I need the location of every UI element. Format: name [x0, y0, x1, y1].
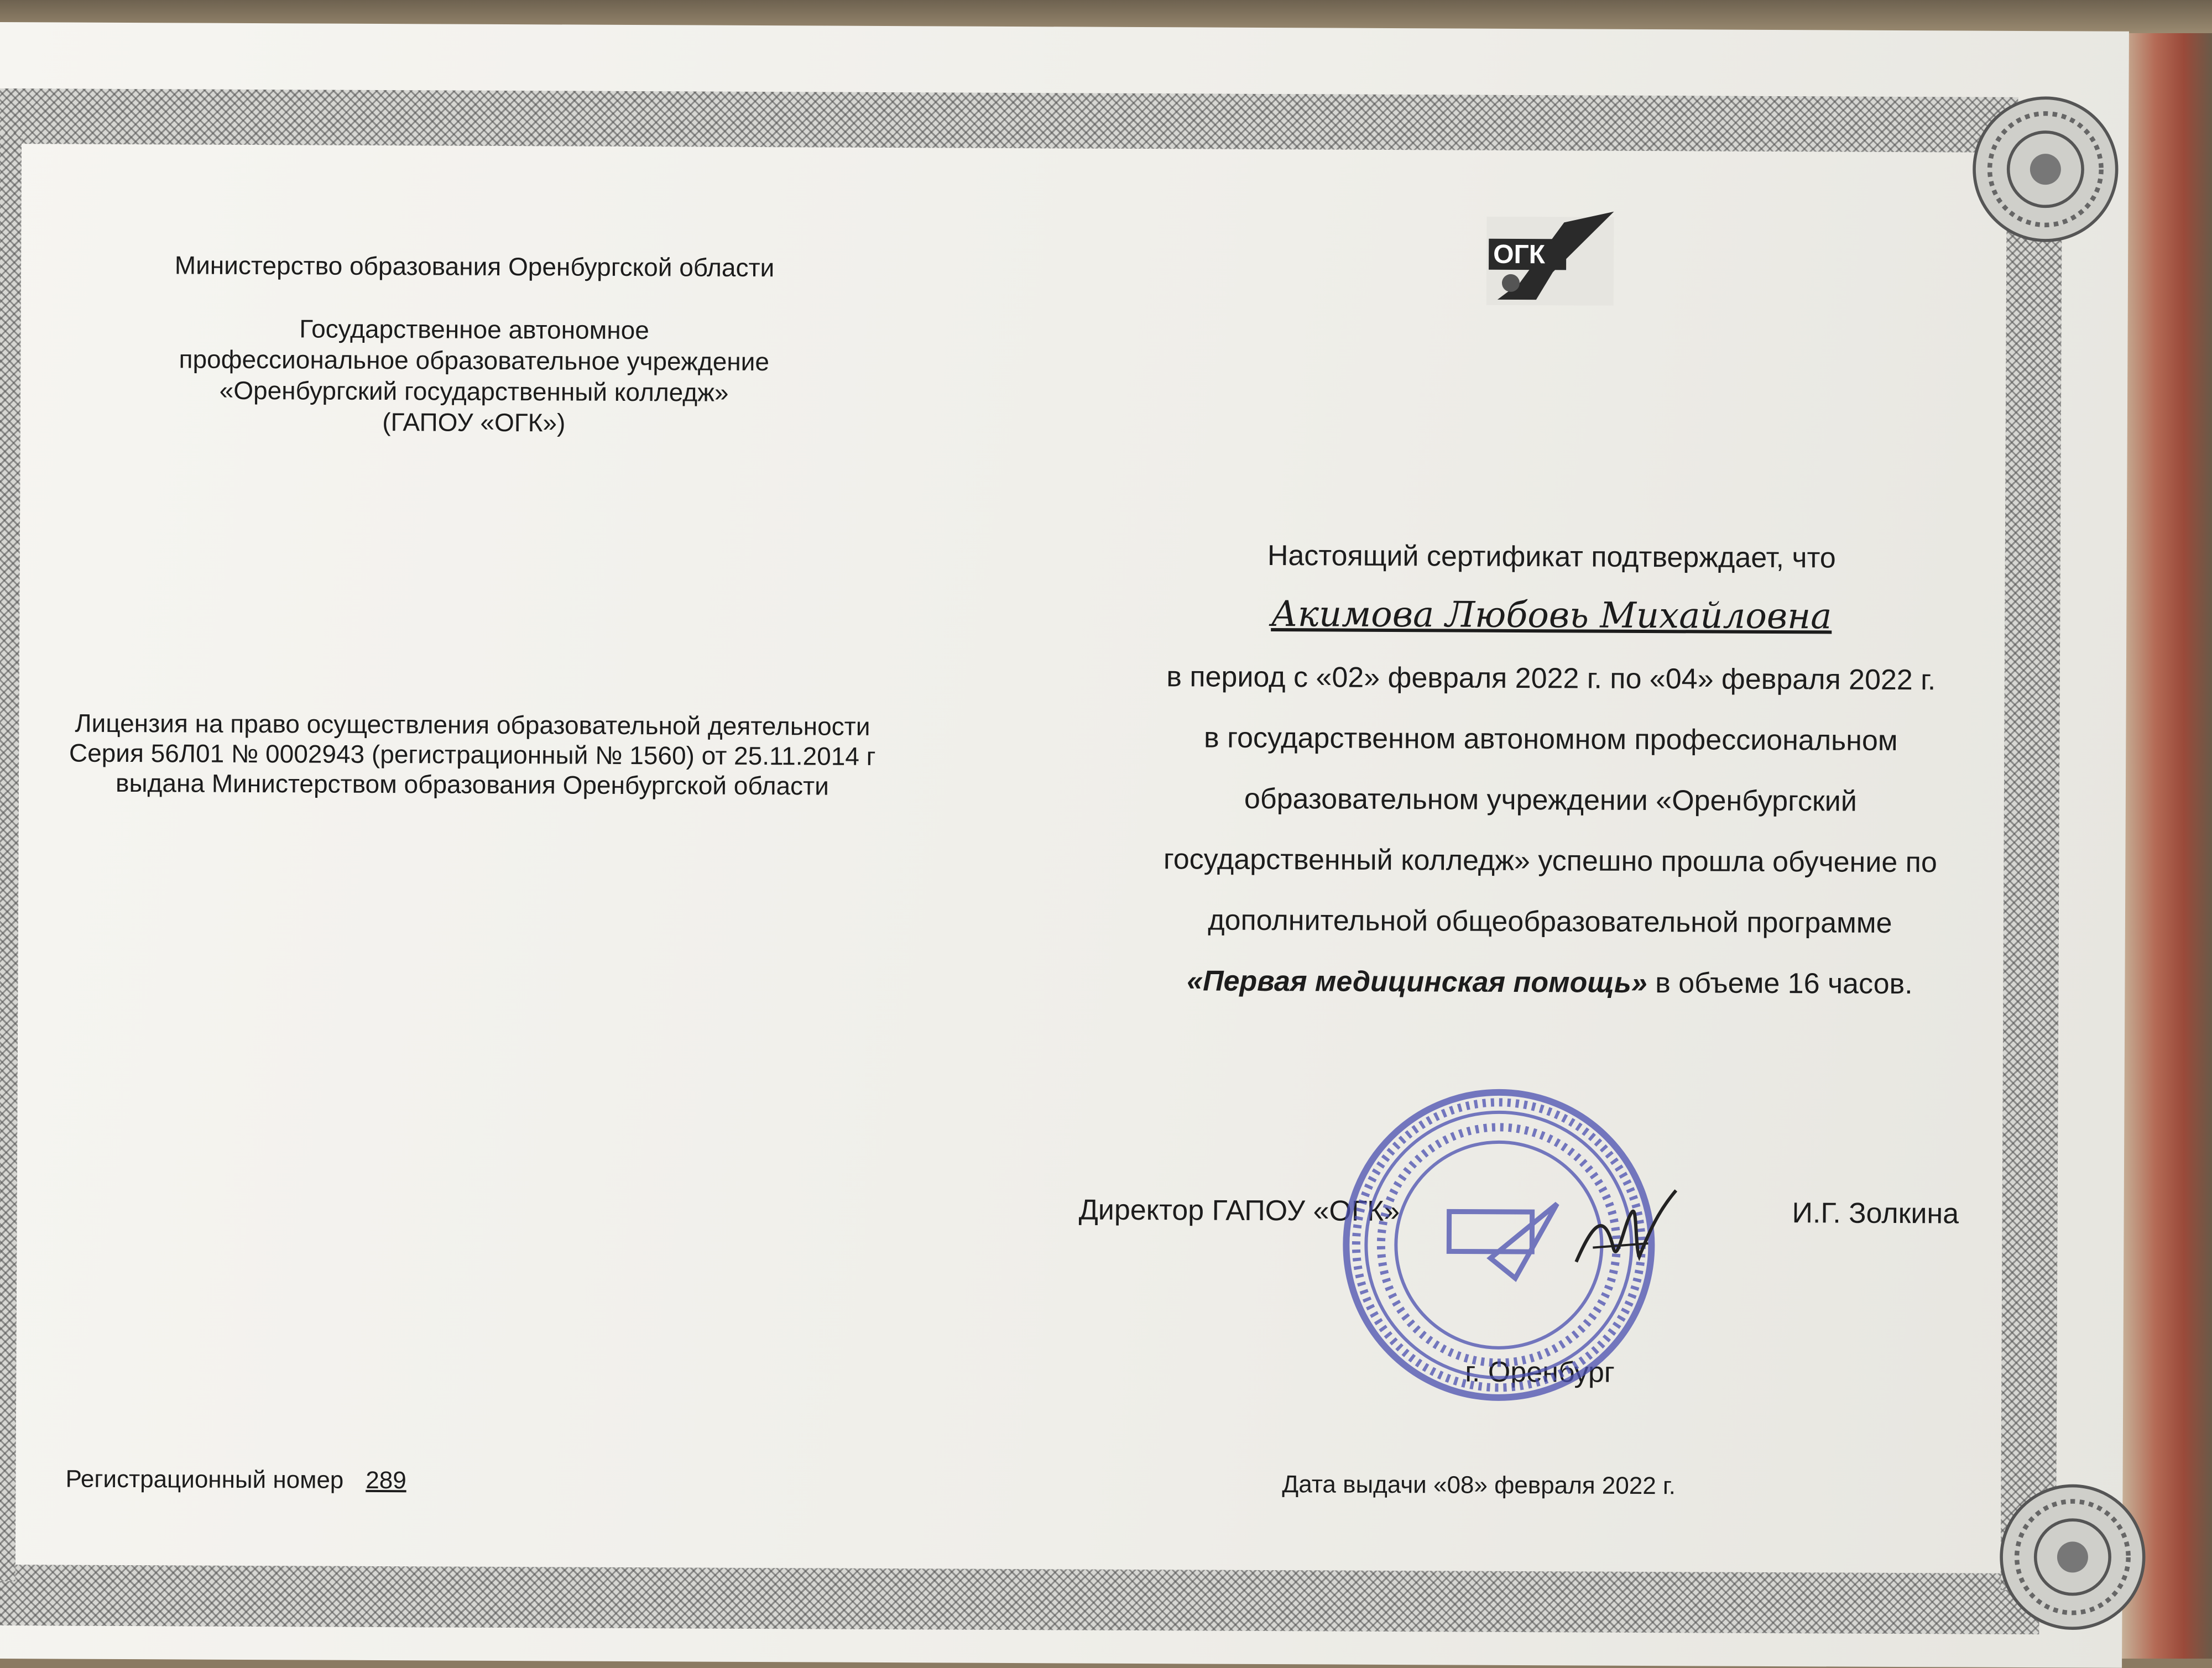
registration-value: 289 [366, 1466, 406, 1494]
corner-rosette-icon [1968, 92, 2123, 247]
certificate-line: в государственном автономном профессиональном [1203, 721, 1898, 757]
director-name: И.Г. Золкина [1792, 1197, 1959, 1230]
license-line: Лицензия на право осуществления образовательной деятельности [75, 708, 870, 741]
ogk-logo-icon [1475, 206, 1620, 311]
license-info [2, 708, 943, 801]
issuer-header [109, 249, 839, 440]
frame-border-top [0, 88, 2018, 153]
city: г. Оренбург [1465, 1356, 1615, 1389]
institution-line: профессиональное образовательное учреждение [179, 344, 770, 377]
registration-label: Регистрационный номер [65, 1465, 344, 1494]
signature-icon [1571, 1179, 1682, 1290]
license-line: выдана Министерством образования Оренбургской области [115, 768, 829, 801]
certificate-line: образовательном учреждении «Оренбургский [1244, 782, 1857, 818]
license-line: Серия 56Л01 № 0002943 (регистрационный № 1560) от 25.11.2014 г [69, 738, 876, 771]
certificate-intro: Настоящий сертификат подтверждает, что [1267, 540, 1836, 574]
logo-text: ОГК [1493, 239, 1546, 270]
certificate-line: дополнительной общеобразовательной программе [1208, 904, 1892, 939]
program-hours: в объеме 16 часов. [1647, 967, 1913, 1001]
certificate-line: государственный колледж» успешно прошла обучение по [1163, 843, 1937, 879]
institution-line: «Оренбургский государственный колледж» [219, 375, 729, 407]
frame-border-left [0, 133, 22, 1581]
corner-rosette-icon [1995, 1479, 2150, 1635]
recipient-name: Акимова Любовь Михайловна [1271, 594, 1832, 637]
certificate-line: в период с «02» февраля 2022 г. по «04» февраля 2022 г. [1166, 661, 1936, 697]
director-title: Директор ГАПОУ «ОГК» [1078, 1194, 1400, 1228]
background-objects [2118, 33, 2212, 1659]
program-name: «Первая медицинская помощь» [1187, 965, 1647, 1000]
issue-date: Дата выдачи «08» февраля 2022 г. [1282, 1471, 1676, 1500]
ministry-name: Министерство образования Оренбургской области [174, 250, 775, 283]
frame-border-bottom [0, 1565, 2039, 1634]
certificate-sheet [0, 22, 2129, 1668]
certificate-body [1046, 524, 2055, 1015]
institution-abbr: (ГАПОУ «ОГК») [382, 407, 566, 437]
registration-number [65, 1466, 406, 1495]
institution-line: Государственное автономное [299, 314, 649, 345]
